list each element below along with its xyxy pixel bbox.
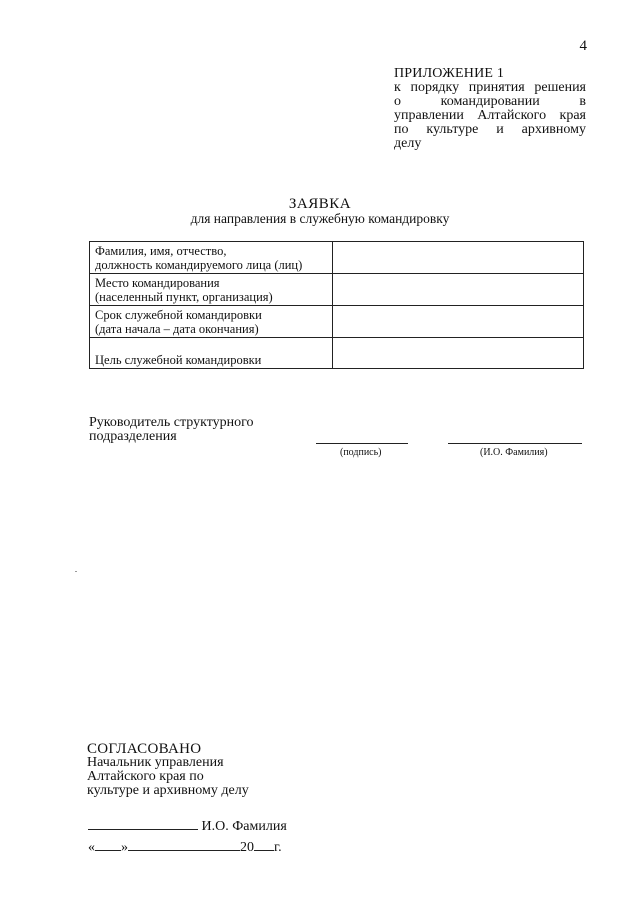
row-label-line: Фамилия, имя, отчество, bbox=[95, 244, 227, 258]
table-row bbox=[90, 338, 584, 369]
name-caption: (И.О. Фамилия) bbox=[480, 447, 548, 458]
appendix-line-3: управлении Алтайского края bbox=[394, 108, 586, 123]
head-signature-line-1: Руководитель структурного bbox=[89, 415, 254, 430]
row-label bbox=[90, 306, 333, 338]
approval-signer-name: И.О. Фамилия bbox=[201, 819, 287, 834]
name-line[interactable] bbox=[448, 443, 582, 444]
scan-speck bbox=[75, 571, 77, 572]
approval-date-row bbox=[88, 837, 282, 856]
appendix-line-1: к порядку принятия решения bbox=[394, 80, 586, 95]
approval-line-3: культуре и архивному делу bbox=[87, 783, 249, 798]
row-label-line: (дата начала – дата окончания) bbox=[95, 322, 259, 336]
table-row bbox=[90, 306, 584, 338]
appendix-line-4: по культуре и архивному bbox=[394, 122, 586, 137]
date-month-blank[interactable] bbox=[128, 837, 240, 851]
approval-line-2: Алтайского края по bbox=[87, 769, 204, 784]
table-row bbox=[90, 274, 584, 306]
signature-caption: (подпись) bbox=[340, 447, 382, 458]
appendix-line-2: о командировании в bbox=[394, 94, 586, 109]
head-signature-line-2: подразделения bbox=[89, 429, 177, 444]
appendix-line-5: делу bbox=[394, 136, 422, 151]
date-year-suffix: г. bbox=[274, 840, 282, 855]
row-label-line: должность командируемого лица (лиц) bbox=[95, 258, 303, 272]
approval-line-1: Начальник управления bbox=[87, 755, 224, 770]
row-label bbox=[90, 242, 333, 274]
approval-signature-line[interactable] bbox=[88, 816, 198, 830]
appendix-title: ПРИЛОЖЕНИЕ 1 bbox=[394, 66, 505, 81]
approval-signer-row bbox=[88, 816, 287, 835]
signature-line[interactable] bbox=[316, 443, 408, 444]
date-day-blank[interactable] bbox=[95, 837, 121, 851]
appendix-block bbox=[394, 67, 586, 151]
row-value-field[interactable] bbox=[333, 338, 584, 369]
row-label-line: Цель служебной командировки bbox=[95, 353, 262, 367]
document-subtitle: для направления в служебную командировку bbox=[190, 211, 450, 226]
page-number: 4 bbox=[579, 38, 587, 54]
row-value-field[interactable] bbox=[333, 306, 584, 338]
date-close-quote: » bbox=[121, 840, 128, 855]
row-label-line: Срок служебной командировки bbox=[95, 308, 262, 322]
request-table bbox=[89, 241, 584, 369]
row-value-field[interactable] bbox=[333, 274, 584, 306]
table-row bbox=[90, 242, 584, 274]
row-label bbox=[90, 274, 333, 306]
head-signature-label bbox=[89, 416, 254, 444]
date-open-quote: « bbox=[88, 840, 95, 855]
row-value-field[interactable] bbox=[333, 242, 584, 274]
date-year-prefix: 20 bbox=[240, 840, 254, 855]
document-title: ЗАЯВКА bbox=[288, 196, 352, 212]
date-year-blank[interactable] bbox=[254, 837, 274, 851]
approval-title: СОГЛАСОВАНО bbox=[87, 741, 202, 757]
row-label-line: (населенный пункт, организация) bbox=[95, 290, 273, 304]
approval-block bbox=[87, 742, 249, 798]
row-label bbox=[90, 338, 333, 369]
row-label-line: Место командирования bbox=[95, 276, 220, 290]
